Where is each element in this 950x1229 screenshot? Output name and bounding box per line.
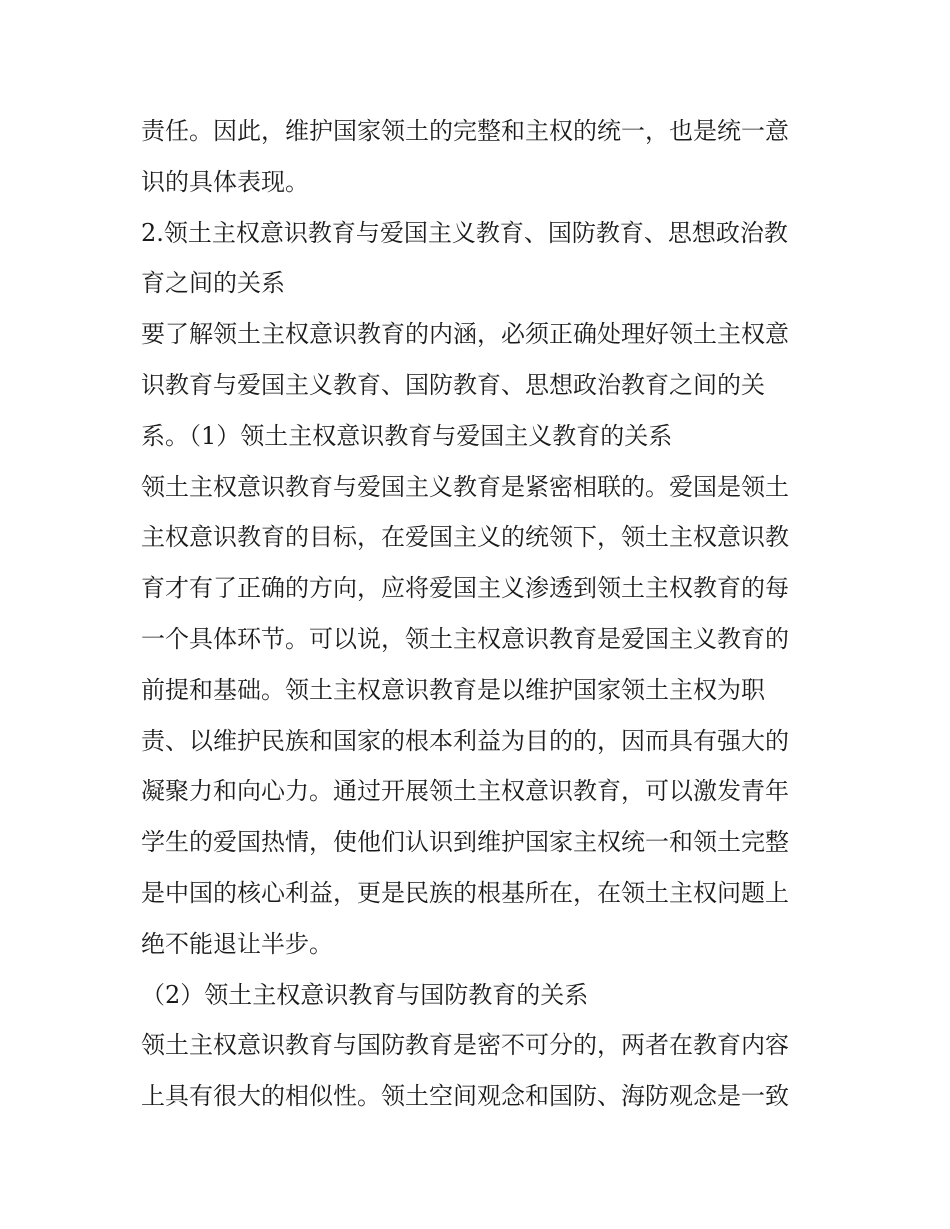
text-line: 前提和基础。领土主权意识教育是以维护国家领土主权为职 — [141, 675, 765, 704]
section-heading: 2.领土主权意识教育与爱国主义教育、国防教育、思想政治教 — [141, 218, 788, 247]
text-line: 系。（1）领土主权意识教育与爱国主义教育的关系 — [141, 421, 673, 450]
text-line: 责任。因此，维护国家领土的完整和主权的统一，也是统一意 — [141, 117, 789, 145]
text-line: 凝聚力和向心力。通过开展领土主权意识教育，可以激发青年 — [141, 777, 789, 806]
text-line: 识的具体表现。 — [141, 167, 309, 196]
text-line: 要了解领土主权意识教育的内涵，必须正确处理好领土主权意 — [141, 320, 789, 349]
text-line: 识教育与爱国主义教育、国防教育、思想政治教育之间的关 — [141, 370, 765, 399]
text-line: 绝不能退让半步。 — [141, 929, 333, 958]
text-line: 上具有很大的相似性。领土空间观念和国防、海防观念是一致 — [141, 1082, 789, 1111]
section-heading: 育之间的关系 — [141, 269, 285, 298]
text-line: 领土主权意识教育与爱国主义教育是紧密相联的。爱国是领土 — [141, 472, 789, 501]
text-line: 领土主权意识教育与国防教育是密不可分的，两者在教育内容 — [141, 1031, 789, 1060]
text-line: 主权意识教育的目标，在爱国主义的统领下，领土主权意识教 — [141, 523, 789, 552]
body-text — [141, 106, 821, 1122]
text-line: 育才有了正确的方向，应将爱国主义渗透到领土主权教育的每 — [141, 574, 789, 603]
text-line: 是中国的核心利益，更是民族的根基所在，在领土主权问题上 — [141, 878, 789, 907]
text-line: 学生的爱国热情，使他们认识到维护国家主权统一和领土完整 — [141, 828, 789, 857]
text-line: 一个具体环节。可以说，领土主权意识教育是爱国主义教育的 — [141, 624, 789, 653]
text-line: 责、以维护民族和国家的根本利益为目的的，因而具有强大的 — [141, 726, 789, 755]
subsection-heading: （2）领土主权意识教育与国防教育的关系 — [141, 980, 589, 1009]
